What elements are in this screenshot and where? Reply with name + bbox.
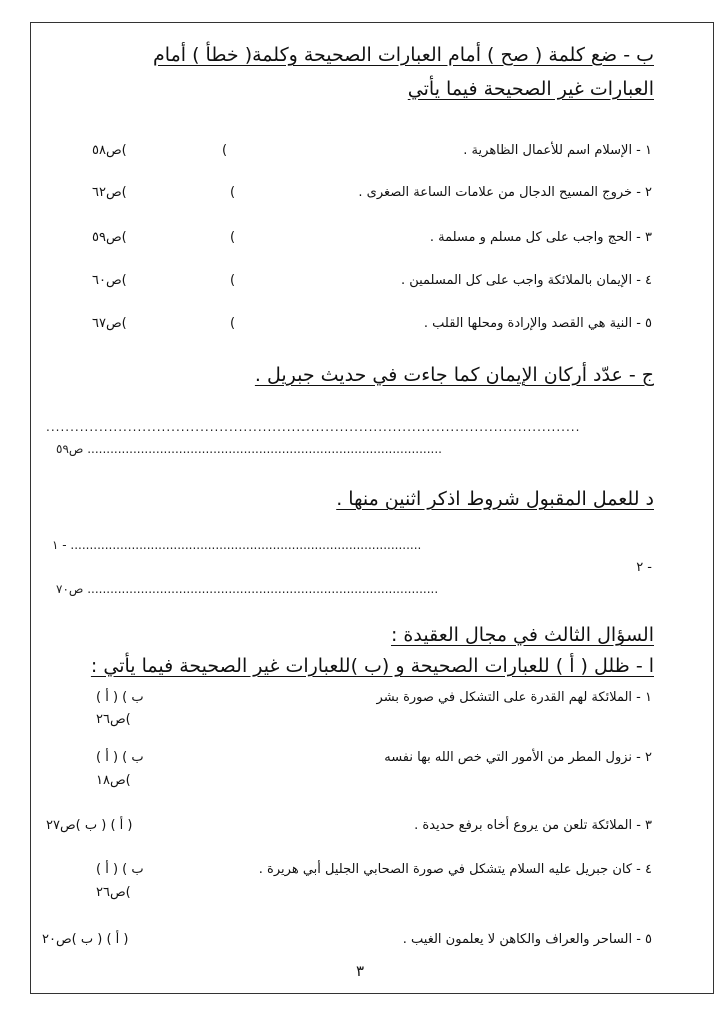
page-number: ٣ — [356, 962, 365, 980]
b-item-1-paren: ( — [222, 143, 228, 158]
section-c-answer-line-2: ............................................................................................. ص٥٩ — [56, 442, 442, 456]
section-c-title: ج - عدّد أركان الإيمان كما جاءت في حديث جبريل . — [254, 364, 654, 386]
b-item-5-text: ٥ - النية هي القصد والإرادة ومحلها القلب . — [423, 316, 652, 331]
q3-item-2-text: ٢ - نزول المطر من الأمور التي خص الله بها نفسه — [384, 750, 652, 765]
section-d-answer-line-1: ١ - ............................................................................................ — [52, 538, 422, 552]
b-item-2-ref: )ص٦٢ — [92, 185, 127, 200]
b-item-5-ref: )ص٦٧ — [92, 316, 127, 331]
q3-item-1-text: ١ - الملائكة لهم القدرة على التشكل في صورة بشر — [376, 690, 652, 705]
q3-item-2-choices[interactable]: ( أ ) ( ب — [96, 750, 144, 765]
b-item-4-ref: )ص٦٠ — [92, 273, 127, 288]
b-item-2-text: ٢ - خروج المسيح الدجال من علامات الساعة الصغرى . — [358, 185, 652, 200]
section-d-answer-line-3: ............................................................................................ ص٧٠ — [56, 582, 439, 596]
q3-item-5-text: ٥ - الساحر والعراف والكاهن لا يعلمون الغيب . — [402, 932, 652, 947]
q3-item-5-choices[interactable]: ( أ ) ( ب )ص٢٠ — [42, 932, 129, 947]
b-item-4-paren: ( — [230, 273, 236, 288]
section-c-answer-line-1: ............................................................................................................... — [46, 420, 581, 434]
b-item-2-paren: ( — [230, 185, 236, 200]
q3-item-1-ref: )ص٢٦ — [96, 712, 131, 727]
section-d-title: د للعمل المقبول شروط اذكر اثنين منها . — [336, 488, 654, 510]
b-item-1-text: ١ - الإسلام اسم للأعمال الظاهرية . — [463, 143, 652, 158]
section-b-title-line2: العبارات غير الصحيحة فيما يأتي — [407, 78, 654, 100]
b-item-3-ref: )ص٥٩ — [92, 230, 127, 245]
q3-item-4-choices[interactable]: ( أ ) ( ب — [96, 862, 144, 877]
q3-item-4-text: ٤ - كان جبريل عليه السلام يتشكل في صورة الصحابي الجليل أبي هريرة . — [258, 862, 652, 877]
b-item-4-text: ٤ - الإيمان بالملائكة واجب على كل المسلمين . — [400, 273, 652, 288]
b-item-3-text: ٣ - الحج واجب على كل مسلم و مسلمة . — [429, 230, 652, 245]
b-item-1-ref: )ص٥٨ — [92, 143, 127, 158]
question-3-title: السؤال الثالث في مجال العقيدة : — [390, 624, 654, 646]
q3-item-1-choices[interactable]: ( أ ) ( ب — [96, 690, 144, 705]
q3-item-3-text: ٣ - الملائكة تلعن من يروع أخاه برفع حديدة . — [414, 818, 652, 833]
q3-item-2-ref: )ص١٨ — [96, 773, 131, 788]
b-item-3-paren: ( — [230, 230, 236, 245]
section-d-answer-line-2: ٢ - — [636, 560, 652, 575]
q3-item-3-choices[interactable]: ( أ ) ( ب )ص٢٧ — [46, 818, 133, 833]
b-item-5-paren: ( — [230, 316, 236, 331]
q3-item-4-ref: )ص٢٦ — [96, 885, 131, 900]
question-3-instruction: ا - ظلل ( أ ) للعبارات الصحيحة و (ب )للعبارات غير الصحيحة فيما يأتي : — [90, 655, 654, 677]
section-b-title-line1: ب - ضع كلمة ( صح ) أمام العبارات الصحيحة وكلمة( خطأ ) أمام — [153, 44, 654, 66]
